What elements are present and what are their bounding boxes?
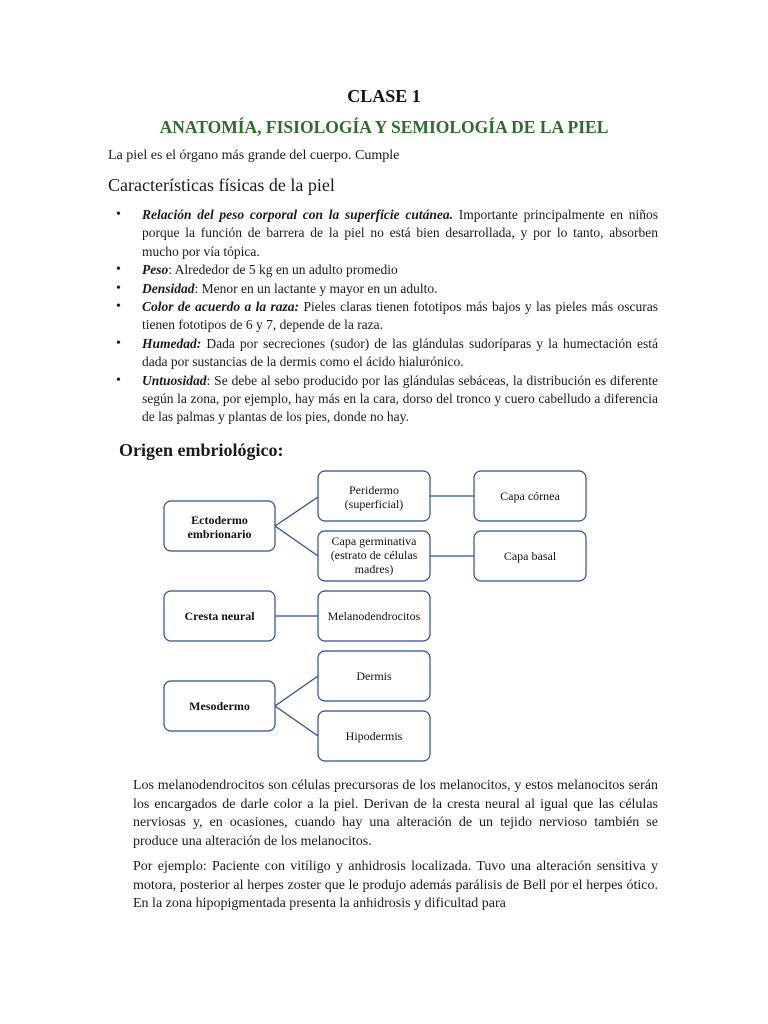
connector-ectodermo-branches bbox=[275, 497, 318, 556]
document-subtitle: ANATOMÍA, FISIOLOGÍA Y SEMIOLOGÍA DE LA PIEL bbox=[159, 117, 609, 137]
class-title: CLASE 1 bbox=[347, 86, 421, 106]
list-item-term: Humedad: bbox=[142, 335, 202, 351]
list-item-text: : Alrededor de 5 kg en un adulto promedio bbox=[168, 262, 398, 278]
list-item bbox=[114, 372, 658, 427]
node-label: (estrato de células bbox=[330, 548, 418, 562]
characteristics-list bbox=[114, 206, 658, 427]
list-item bbox=[114, 298, 658, 335]
list-item bbox=[114, 261, 658, 279]
list-item-text: : Menor en un lactante y mayor en un adulto. bbox=[194, 280, 438, 296]
node-label: Cresta neural bbox=[184, 609, 255, 623]
list-item-text: Importante principalmente en niños porque la función de barrera de la piel no está bien desarrollada, y por lo tanto, absorben mucho por vía tópica. bbox=[142, 207, 658, 259]
node-label: Peridermo bbox=[349, 483, 399, 497]
node-mesodermo bbox=[164, 681, 275, 731]
node-ectodermo bbox=[164, 501, 275, 551]
section-heading-origen: Origen embriológico: bbox=[119, 440, 284, 460]
node-capa-cornea bbox=[474, 471, 586, 521]
node-label: Mesodermo bbox=[189, 699, 250, 713]
list-item-text: : Se debe al sebo producido por las glándulas sebáceas, la distribución es diferente según la zona, por ejemplo, hay más en la cara, dorso del tronco y cuero cabelludo a diferencia de las palmas y plantas de los pies, donde no hay. bbox=[142, 372, 658, 425]
list-item-term: Relación del peso corporal con la superficie cutánea. bbox=[142, 207, 453, 222]
paragraph-melanodendrocitos: Los melanodendrocitos son células precursoras de los melanocitos, y estos melanocitos serán los encargados de darle color a la piel. Derivan de la cresta neural al igual que las células nerviosas y, en ocasiones, cuando hay una alteración de un tejido nervioso también se produce una alteración de los melanocitos. bbox=[133, 778, 658, 849]
node-label: (superficial) bbox=[344, 497, 404, 511]
node-dermis bbox=[318, 651, 430, 701]
node-label: embrionario bbox=[187, 527, 252, 541]
list-item bbox=[114, 206, 658, 261]
list-item-text: Dada por secreciones (sudor) de las glándulas sudoríparas y la humectación está dada por sustancias de la dermis como el ácido hialurónico. bbox=[142, 335, 658, 370]
connector-mesodermo-branches bbox=[275, 676, 318, 736]
list-item bbox=[114, 335, 658, 372]
list-item-term: Peso bbox=[142, 262, 169, 278]
list-item-term: Densidad bbox=[142, 280, 195, 296]
list-item-text: Pieles claras tienen fototipos más bajos y las pieles más oscuras tienen fototipos de 6 y 7, depende de la raza. bbox=[142, 299, 659, 333]
node-label: Capa córnea bbox=[500, 489, 560, 503]
node-peridermo bbox=[318, 471, 430, 521]
section-heading-caracteristicas: Características físicas de la piel bbox=[108, 175, 335, 195]
node-label: Melanodendrocitos bbox=[327, 609, 421, 623]
node-label: Capa germinativa bbox=[331, 534, 417, 548]
node-hipodermis bbox=[318, 711, 430, 761]
node-cresta-neural bbox=[164, 591, 275, 641]
node-label: Hipodermis bbox=[345, 729, 403, 743]
node-melanodendrocitos bbox=[318, 591, 430, 641]
list-item-term: Untuosidad bbox=[142, 372, 207, 388]
paragraph-ejemplo: Por ejemplo: Paciente con vitíligo y anhidrosis localizada. Tuvo una alteración sensitiva y motora, posterior al herpes zoster que le produjo además parálisis de Bell por el herpes ótico. En la zona hipopigmentada presenta la anhidrosis y dificultad para bbox=[133, 859, 658, 912]
node-label: Capa basal bbox=[503, 549, 557, 563]
node-capa-germinativa bbox=[318, 531, 430, 581]
node-label: Ectodermo bbox=[191, 513, 248, 527]
node-capa-basal bbox=[474, 531, 586, 581]
intro-text: La piel es el órgano más grande del cuerpo. Cumple bbox=[108, 148, 400, 163]
node-label: Dermis bbox=[356, 669, 392, 683]
list-item-term: Color de acuerdo a la raza: bbox=[142, 299, 300, 315]
list-item bbox=[114, 280, 658, 298]
node-label: madres) bbox=[354, 562, 394, 576]
